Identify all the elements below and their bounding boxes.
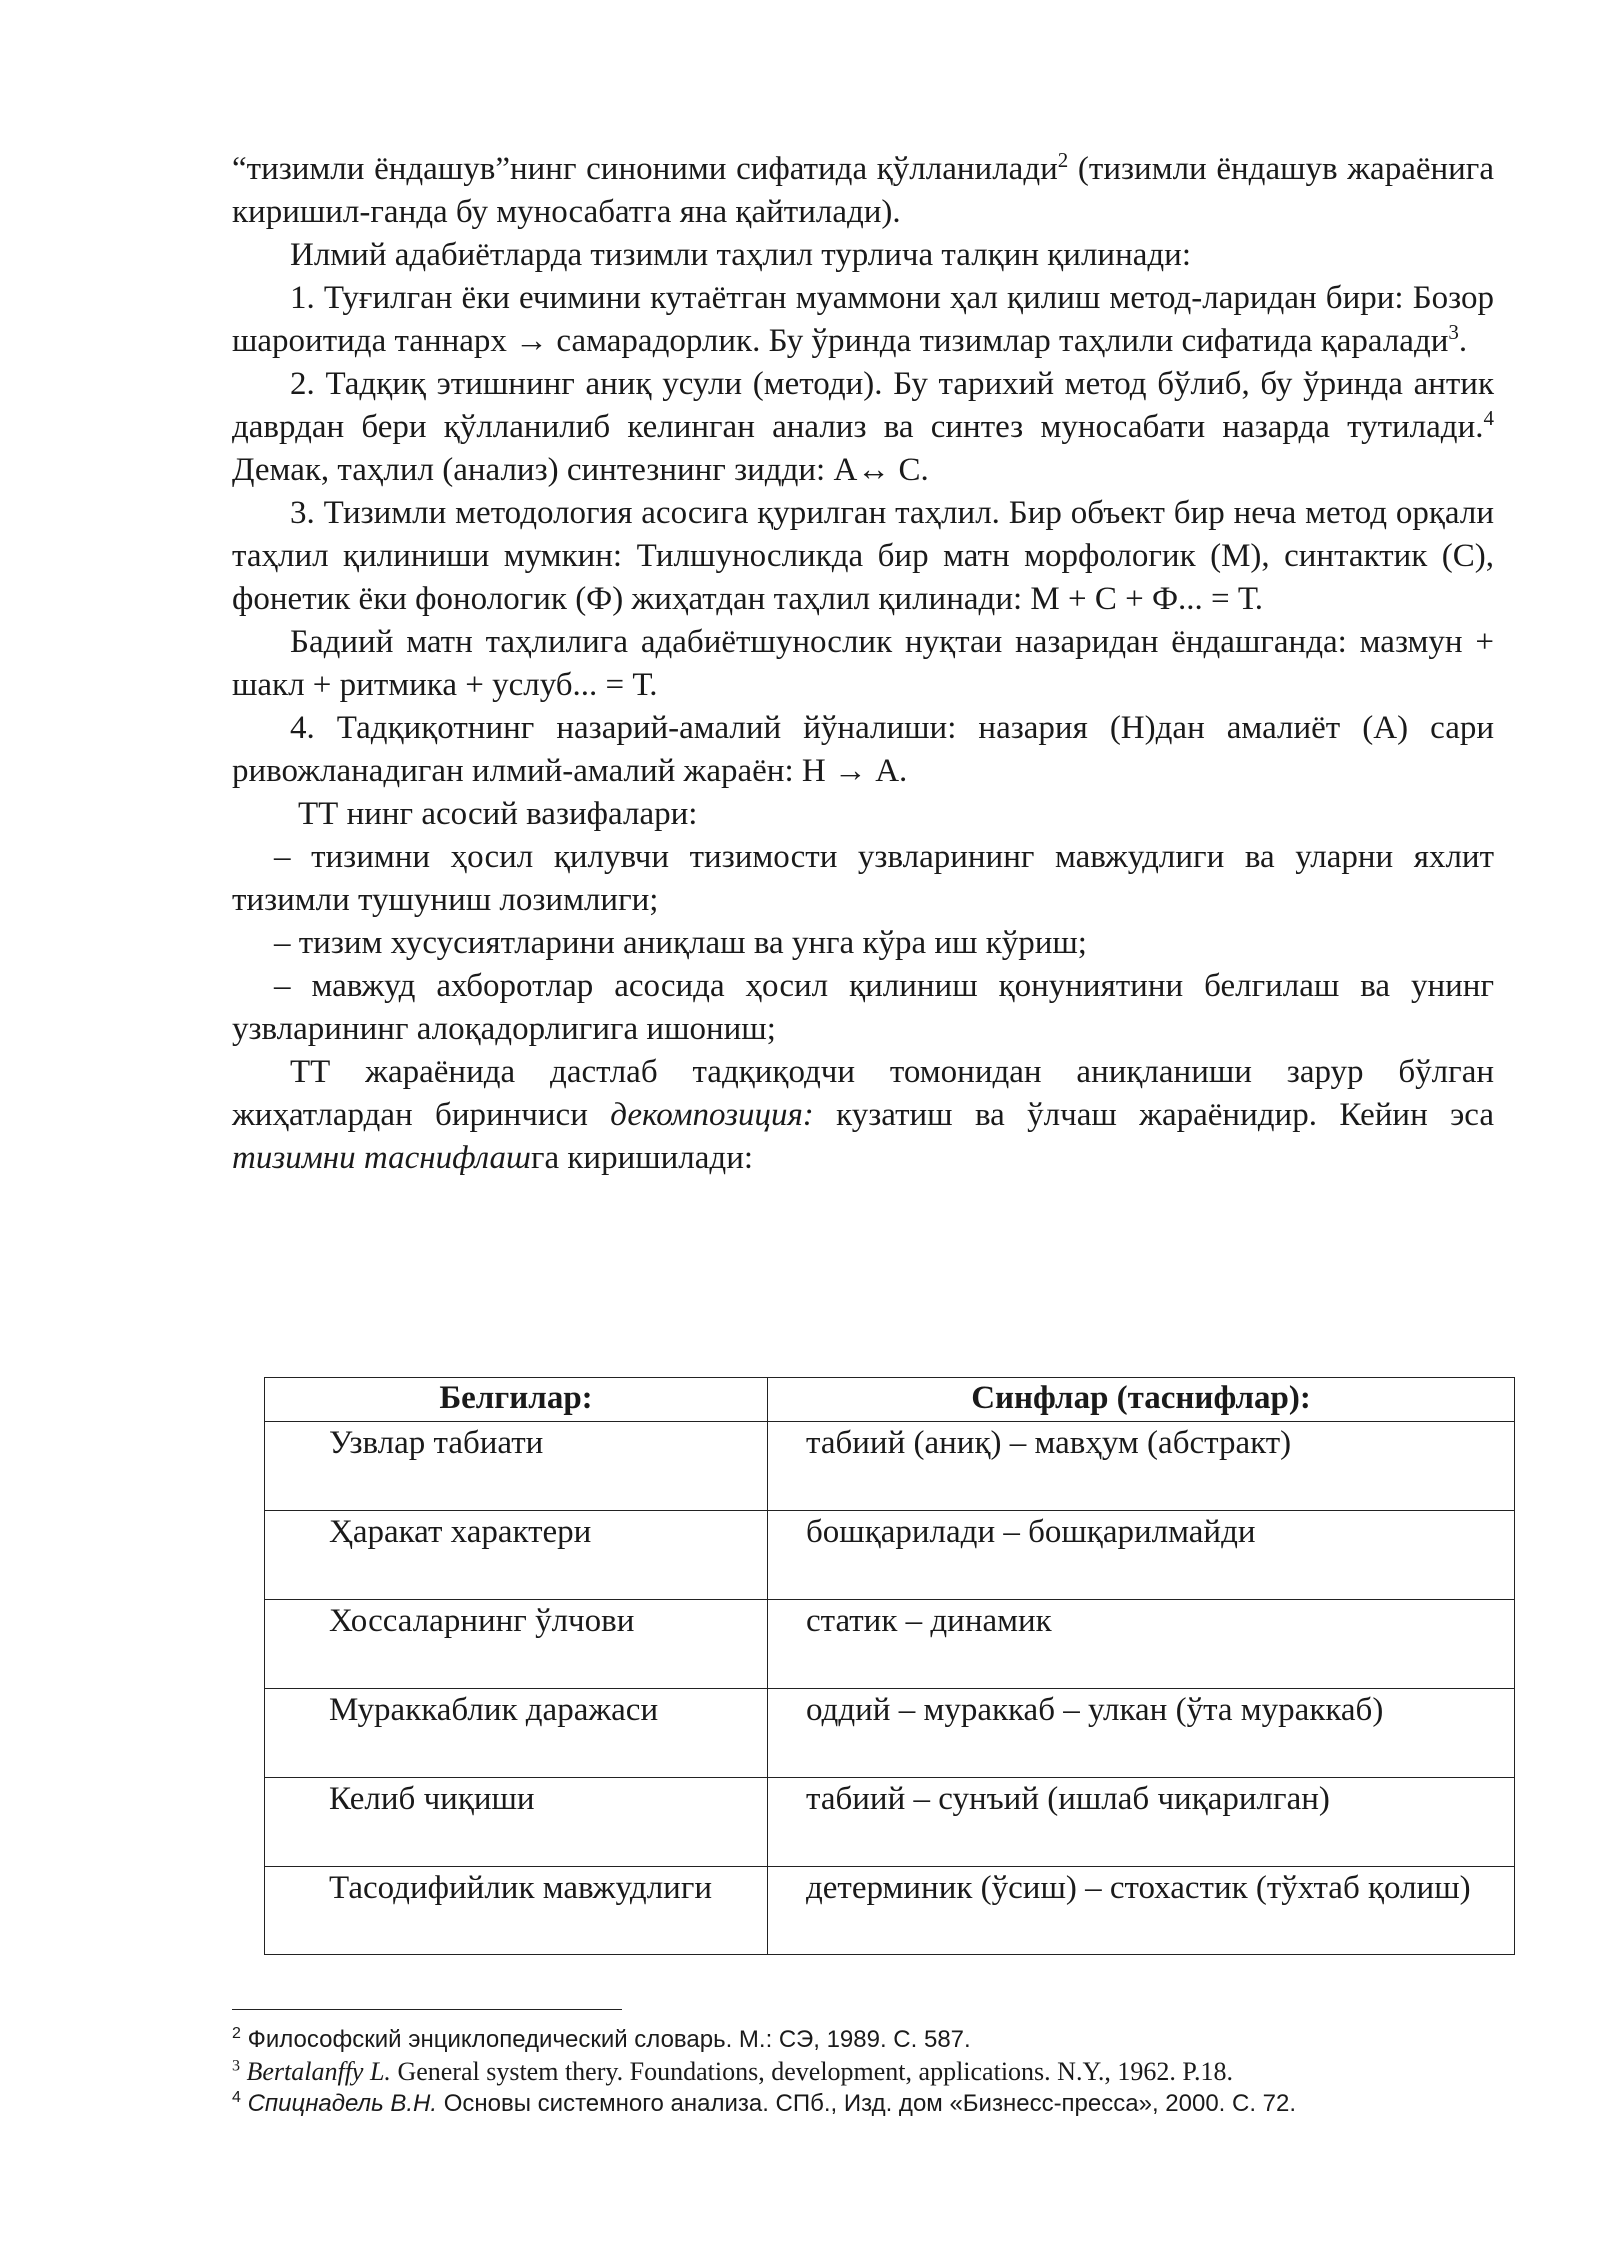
paragraph-4-text-end: Демак, таҳлил (анализ) синтезнинг зидди: А↔ С.: [232, 452, 929, 488]
table-header-classes: Синфлар (таснифлар):: [768, 1378, 1515, 1422]
paragraph-4: [232, 363, 1494, 492]
paragraph-9-text-b: кузатиш ва ўлчаш жараёнидир. Кейин эса: [813, 1097, 1495, 1133]
paragraph-4-text: 2. Тадқиқ этишнинг аниқ усули (методи). Бу тарихий метод бўлиб, бу ўринда антик даврдан бери қўлланилиб келинган анализ ва синтез муносабати назарда тутилади.: [232, 366, 1494, 445]
table-cell-feature: Келиб чиқиши: [265, 1778, 768, 1867]
table-cell-feature: Тасодифийлик мавжудлиги: [265, 1867, 768, 1955]
table-cell-classes: табиий – сунъий (ишлаб чиқарилган): [768, 1778, 1515, 1867]
footnote-4-text: Основы системного анализа. СПб., Изд. дом «Бизнесс-пресса», 2000. С. 72.: [437, 2090, 1297, 2117]
table-cell-classes: бошқарилади – бошқарилмайди: [768, 1511, 1515, 1600]
footnote-2: [232, 2024, 1494, 2056]
footnote-ref-4[interactable]: 4: [1483, 406, 1494, 430]
paragraph-1-text: “тизимли ёндашув”нинг синоними сифатида қўлланилади: [232, 151, 1058, 187]
table-cell-feature: Хоссаларнинг ўлчови: [265, 1600, 768, 1689]
paragraph-1-text-end: (тизимли ёндашув жараёнига киришил-ганда бу муносабатга яна қайтилади).: [232, 151, 1494, 230]
paragraph-1: [232, 148, 1494, 234]
paragraph-3: [232, 277, 1494, 363]
dash-item-1: – тизимни ҳосил қилувчи тизимости узвларининг мавжудлиги ва уларни яхлит тизимли тушуниш лозимлиги;: [232, 839, 1494, 918]
table-row: [265, 1511, 1515, 1600]
paragraph-3-text: 1. Туғилган ёки ечимини кутаётган муаммони ҳал қилиш метод-ларидан бири: Бозор шароитида таннарх → самарадорлик. Бу ўринда тизимлар таҳлили сифатида қаралади: [232, 280, 1494, 359]
table-cell-feature: Узвлар табиати: [265, 1422, 768, 1511]
document-body: [232, 148, 1494, 1180]
dash-item-2: – тизим хусусиятларини аниқлаш ва унга кўра иш кўриш;: [274, 925, 1087, 961]
table-row: [265, 1689, 1515, 1778]
table-cell-feature: Мураккаблик даражаси: [265, 1689, 768, 1778]
footnote-3-author: Bertalanffy L.: [246, 2057, 391, 2086]
term-classification: тизимни таснифлаш: [232, 1140, 531, 1176]
paragraph-8: ТТ нинг асосий вазифалари:: [298, 796, 698, 832]
paragraph-9: [232, 1051, 1494, 1180]
table-cell-classes: табиий (аниқ) – мавҳум (абстракт): [768, 1422, 1515, 1511]
table-row: [265, 1600, 1515, 1689]
table-cell-classes: статик – динамик: [768, 1600, 1515, 1689]
footnote-3-number: 3: [232, 2057, 240, 2075]
footnote-3: [232, 2056, 1494, 2088]
paragraph-9-text-c: га киришилади:: [530, 1140, 754, 1176]
footnote-ref-2[interactable]: 2: [1057, 148, 1069, 172]
dash-item-3: – мавжуд ахборотлар асосида ҳосил қилиниш қонуниятини белгилаш ва унинг узвларининг алоқадорлигига ишониш;: [232, 968, 1494, 1047]
table-row: [265, 1422, 1515, 1511]
footnote-2-text: Философский энциклопедический словарь. М.: СЭ, 1989. С. 587.: [240, 2026, 971, 2053]
paragraph-9-text-a: ТТ жараёнида дастлаб тадқиқодчи томонидан аниқланиши зарур бўлган жиҳатлардан биринчиси: [232, 1054, 1494, 1133]
table-row: [265, 1778, 1515, 1867]
footnote-2-number: 2: [232, 2025, 241, 2042]
footnote-3-text: General system thery. Foundations, development, applications. N.Y., 1962. P.18.: [390, 2057, 1233, 2086]
term-decomposition: декомпозиция:: [610, 1097, 814, 1133]
paragraph-7: 4. Тадқиқотнинг назарий-амалий йўналиши: назария (Н)дан амалиёт (А) сари ривожланадиган илмий-амалий жараён: Н → А.: [232, 710, 1494, 789]
table-header-row: [265, 1378, 1515, 1422]
paragraph-5: 3. Тизимли методология асосига қурилган таҳлил. Бир объект бир неча метод орқали таҳлил қилиниши мумкин: Тилшуносликда бир матн морфологик (М), синтактик (С), фонетик ёки фонологик (Ф) жиҳатдан таҳлил қилинади: М + С + Ф... = Т.: [232, 495, 1494, 617]
footnotes: [232, 2024, 1494, 2120]
paragraph-6: Бадиий матн таҳлилига адабиётшунослик нуқтаи назаридан ёндашганда: мазмун + шакл + ритмика + услуб... = Т.: [232, 624, 1494, 703]
paragraph-3-text-end: .: [1458, 323, 1468, 359]
paragraph-2: Илмий адабиётларда тизимли таҳлил турлича талқин қилинади:: [290, 237, 1192, 273]
table-row: [265, 1867, 1515, 1955]
table-cell-feature: Ҳаракат характери: [265, 1511, 768, 1600]
footnote-4-author: Спицнадель В.Н.: [247, 2090, 438, 2117]
classification-table: [264, 1377, 1515, 1955]
footnote-4-number: 4: [232, 2089, 241, 2106]
footnote-separator: [232, 2009, 622, 2010]
table-cell-classes: оддий – мураккаб – улкан (ўта мураккаб): [768, 1689, 1515, 1778]
footnote-4: [232, 2088, 1494, 2120]
table-cell-classes: детерминик (ўсиш) – стохастик (тўхтаб қолиш): [768, 1867, 1515, 1955]
footnote-ref-3[interactable]: 3: [1448, 320, 1459, 344]
table-header-features: Белгилар:: [265, 1378, 768, 1422]
